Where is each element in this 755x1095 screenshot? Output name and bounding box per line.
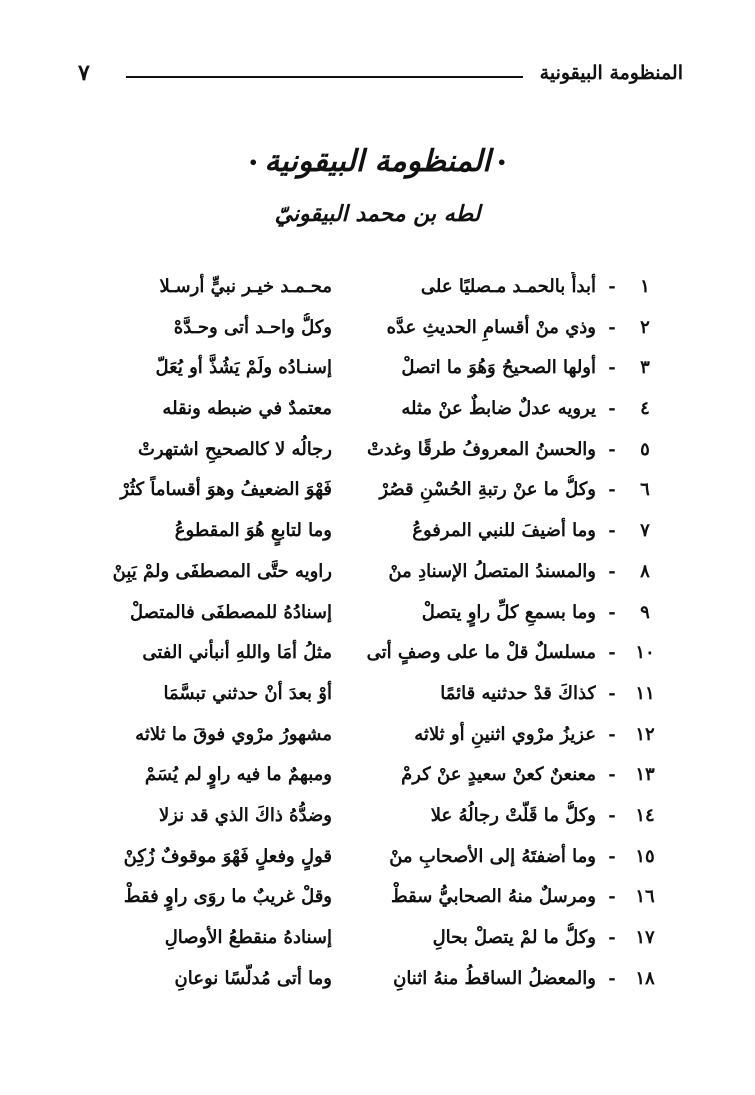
- verse-first-hemistich: معنعنٌ كعنْ سعيدٍ عنْ كرمْ: [401, 764, 596, 786]
- verse-first-hemistich: عزيزُ مرْوي اثنينِ أو ثلاثه: [414, 723, 596, 745]
- verse-dash: -: [608, 316, 616, 338]
- verse-dash: -: [608, 479, 616, 501]
- verse-number: ١٥: [635, 845, 655, 867]
- verse-second-hemistich: فَهْوَ الضعيفُ وهوَ أقساماً كثُرْ: [120, 479, 332, 501]
- verse-row: [90, 313, 662, 354]
- verse-second-hemistich: أوْ بعدَ أنْ حدثني تبسَّمَا: [163, 682, 332, 704]
- verse-number: ١٧: [635, 927, 655, 948]
- verse-second-hemistich: راويه حتَّى المصطفَى ولمْ يَبِنْ: [112, 560, 332, 582]
- verse-first-hemistich: كذاكَ قدْ حدثنيه قائمًا: [440, 682, 596, 704]
- verse-number: ١٠: [635, 642, 655, 664]
- verse-row: [90, 516, 662, 557]
- page-number: ٧: [78, 60, 90, 86]
- verse-second-hemistich: وقلْ غريبٌ ما روَى راوٍ فقطْ: [123, 886, 332, 908]
- verse-first-hemistich: وكلُّ ما لمْ يتصلْ بحالِ: [432, 927, 596, 948]
- verse-first-hemistich: وما أضفتَهُ إلى الأصحابِ منْ: [389, 845, 596, 867]
- bullet-icon: •: [248, 153, 259, 172]
- verse-second-hemistich: وما لتابعٍ هُوَ المقطوعُ: [174, 520, 332, 542]
- verse-row: [90, 679, 662, 720]
- verse-dash: -: [608, 560, 616, 582]
- verse-dash: -: [608, 886, 616, 908]
- header-divider: [126, 76, 523, 78]
- verse-second-hemistich: مشهورُ مرْوي فوقَ ما ثلاثه: [135, 723, 332, 745]
- verse-first-hemistich: وكلُّ ما عنْ رتبةِ الحُسْنِ قصُرْ: [379, 479, 596, 501]
- verse-first-hemistich: والمعضلُ الساقطُ منهُ اثنانِ: [393, 967, 596, 989]
- title-block: [0, 140, 755, 231]
- verse-number: ٧: [640, 520, 650, 542]
- verse-second-hemistich: وكلُّ واحـد أتى وحـدَّهْ: [173, 316, 332, 338]
- verse-second-hemistich: ومبهمٌ ما فيه راوٍ لم يُسَمْ: [144, 764, 332, 786]
- verse-first-hemistich: والمسندُ المتصلُ الإسنادِ منْ: [388, 560, 596, 582]
- verse-first-hemistich: أبدأُ بالحمـد مـصليًا على: [420, 276, 596, 297]
- author-line: لطه بن محمد البيقونيّ: [274, 201, 481, 227]
- verse-first-hemistich: وكلُّ ما قَلَّتْ رجالُهُ علا: [430, 804, 596, 826]
- verse-row: [90, 842, 662, 883]
- verse-number: ٨: [640, 560, 650, 582]
- verse-row: [90, 923, 662, 964]
- verse-row: [90, 882, 662, 923]
- page-header: [78, 58, 683, 94]
- verse-first-hemistich: وما أضيفَ للنبي المرفوعُ: [412, 520, 596, 542]
- verse-second-hemistich: مثلُ أمَا واللهِ أنبأني الفتى: [142, 642, 332, 664]
- verse-dash: -: [608, 357, 616, 379]
- verse-second-hemistich: إسنـادُه ولَمْ يَشُذَّ أو يُعَلّ: [155, 357, 332, 379]
- verse-number: ١٤: [635, 804, 655, 826]
- verse-first-hemistich: والحسنُ المعروفُ طرقًا وغدتْ: [366, 438, 596, 460]
- verse-second-hemistich: إسنادهُ منقطعُ الأوصالِ: [164, 927, 332, 948]
- verse-first-hemistich: أولها الصحيحُ وَهُوَ ما اتصلْ: [401, 357, 596, 379]
- poem-title-text: المنظومة البيقونية: [264, 144, 491, 179]
- verse-dash: -: [608, 642, 616, 664]
- verse-number: ١١: [635, 682, 655, 704]
- verse-number: ٣: [640, 357, 650, 379]
- verse-dash: -: [608, 927, 616, 948]
- verse-number: ٩: [640, 601, 650, 623]
- verse-dash: -: [608, 804, 616, 826]
- verse-number: ٤: [640, 398, 650, 420]
- verse-dash: -: [608, 845, 616, 867]
- verse-second-hemistich: معتمدٌ في ضبطه ونقله: [162, 398, 332, 420]
- verse-row: [90, 760, 662, 801]
- verse-second-hemistich: وضدُّهُ ذاكَ الذي قد نزلا: [158, 804, 332, 826]
- verse-number: ٥: [640, 438, 650, 460]
- verse-second-hemistich: وما أتى مُدلَّسًا نوعانِ: [174, 967, 332, 989]
- verse-dash: -: [608, 682, 616, 704]
- verse-number: ٢: [640, 316, 650, 338]
- verse-dash: -: [608, 601, 616, 623]
- verse-first-hemistich: ومرسلٌ منهُ الصحابيُّ سقطْ: [391, 886, 596, 908]
- verse-row: [90, 394, 662, 435]
- verse-dash: -: [608, 398, 616, 420]
- verse-second-hemistich: محـمـد خيـر نبيٍّ أرسـلا: [159, 276, 332, 297]
- verse-row: [90, 353, 662, 394]
- verse-dash: -: [608, 438, 616, 460]
- verse-number: ١٢: [635, 723, 655, 745]
- verse-dash: -: [608, 520, 616, 542]
- verse-first-hemistich: وذي منْ أقسامِ الحديثِ عدَّه: [386, 316, 596, 338]
- verse-number: ١٨: [635, 967, 655, 989]
- verse-row: [90, 598, 662, 639]
- verse-second-hemistich: رجالُه لا كالصحيحِ اشتهرتْ: [137, 438, 332, 460]
- verse-row: [90, 557, 662, 598]
- verse-dash: -: [608, 764, 616, 786]
- verse-number: ١: [640, 276, 650, 297]
- verse-row: [90, 720, 662, 761]
- verse-dash: -: [608, 276, 616, 297]
- verse-number: ١٦: [635, 886, 655, 908]
- running-title: المنظومة البيقونية: [539, 62, 683, 84]
- verse-row: [90, 475, 662, 516]
- poem-title: [0, 140, 755, 185]
- verse-row: [90, 638, 662, 679]
- verse-row: [90, 435, 662, 476]
- verse-number: ١٣: [635, 764, 655, 786]
- verse-dash: -: [608, 723, 616, 745]
- poem-body: [90, 272, 662, 1004]
- verse-row: [90, 272, 662, 313]
- verse-row: [90, 801, 662, 842]
- verse-first-hemistich: وما بسمعِ كلِّ راوٍ يتصلْ: [421, 601, 596, 623]
- verse-second-hemistich: قولٍ وفعلٍ فَهْوَ موقوفٌ زُكِنْ: [123, 845, 332, 867]
- verse-row: [90, 964, 662, 1005]
- bullet-icon: •: [496, 153, 507, 172]
- verse-second-hemistich: إسنادُهُ للمصطفَى فالمتصلْ: [130, 601, 332, 623]
- verse-first-hemistich: مسلسلٌ قلْ ما على وصفٍ أتى: [366, 642, 596, 664]
- verse-dash: -: [608, 967, 616, 989]
- verse-number: ٦: [640, 479, 650, 501]
- verse-first-hemistich: يرويه عدلٌ ضابطٌ عنْ مثله: [401, 398, 596, 420]
